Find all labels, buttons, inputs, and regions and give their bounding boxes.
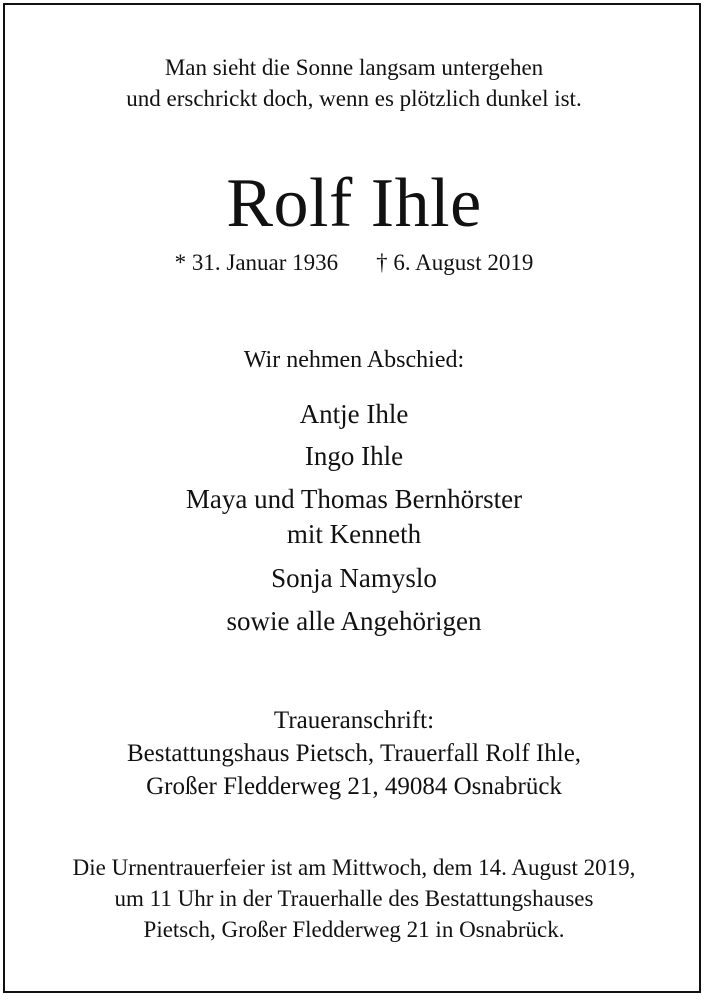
mourner-line: sowie alle Angehörigen xyxy=(226,606,482,636)
death-date: † 6. August 2019 xyxy=(376,250,534,275)
mourner-line: Sonja Namyslo xyxy=(271,563,437,593)
life-dates xyxy=(0,249,708,277)
mourner-line: Maya und Thomas Bernhörster xyxy=(185,484,523,514)
address-line-2: Großer Fledderweg 21, 49084 Osnabrück xyxy=(146,773,562,800)
service-line-1: Die Urnentrauerfeier ist am Mittwoch, dem 14. August 2019, xyxy=(72,855,636,880)
mourner-line: Ingo Ihle xyxy=(304,441,404,471)
deceased-name: Rolf Ihle xyxy=(226,165,482,242)
service-line-2: um 11 Uhr in der Trauerhalle des Bestattungshauses xyxy=(114,886,594,911)
motto-line-2: und erschrickt doch, wenn es plötzlich dunkel ist. xyxy=(126,86,582,111)
address-heading: Traueranschrift: xyxy=(273,707,435,734)
service-line-3: Pietsch, Großer Fledderweg 21 in Osnabrück. xyxy=(143,917,565,942)
motto-line-1: Man sieht die Sonne langsam untergehen xyxy=(164,55,544,80)
mourner-line: mit Kenneth xyxy=(286,519,422,549)
birth-date: * 31. Januar 1936 xyxy=(174,250,339,275)
mourner-line: Antje Ihle xyxy=(299,399,409,429)
mourners-heading: Wir nehmen Abschied: xyxy=(243,347,465,373)
address-line-1: Bestattungshaus Pietsch, Trauerfall Rolf Ihle, xyxy=(126,740,582,767)
